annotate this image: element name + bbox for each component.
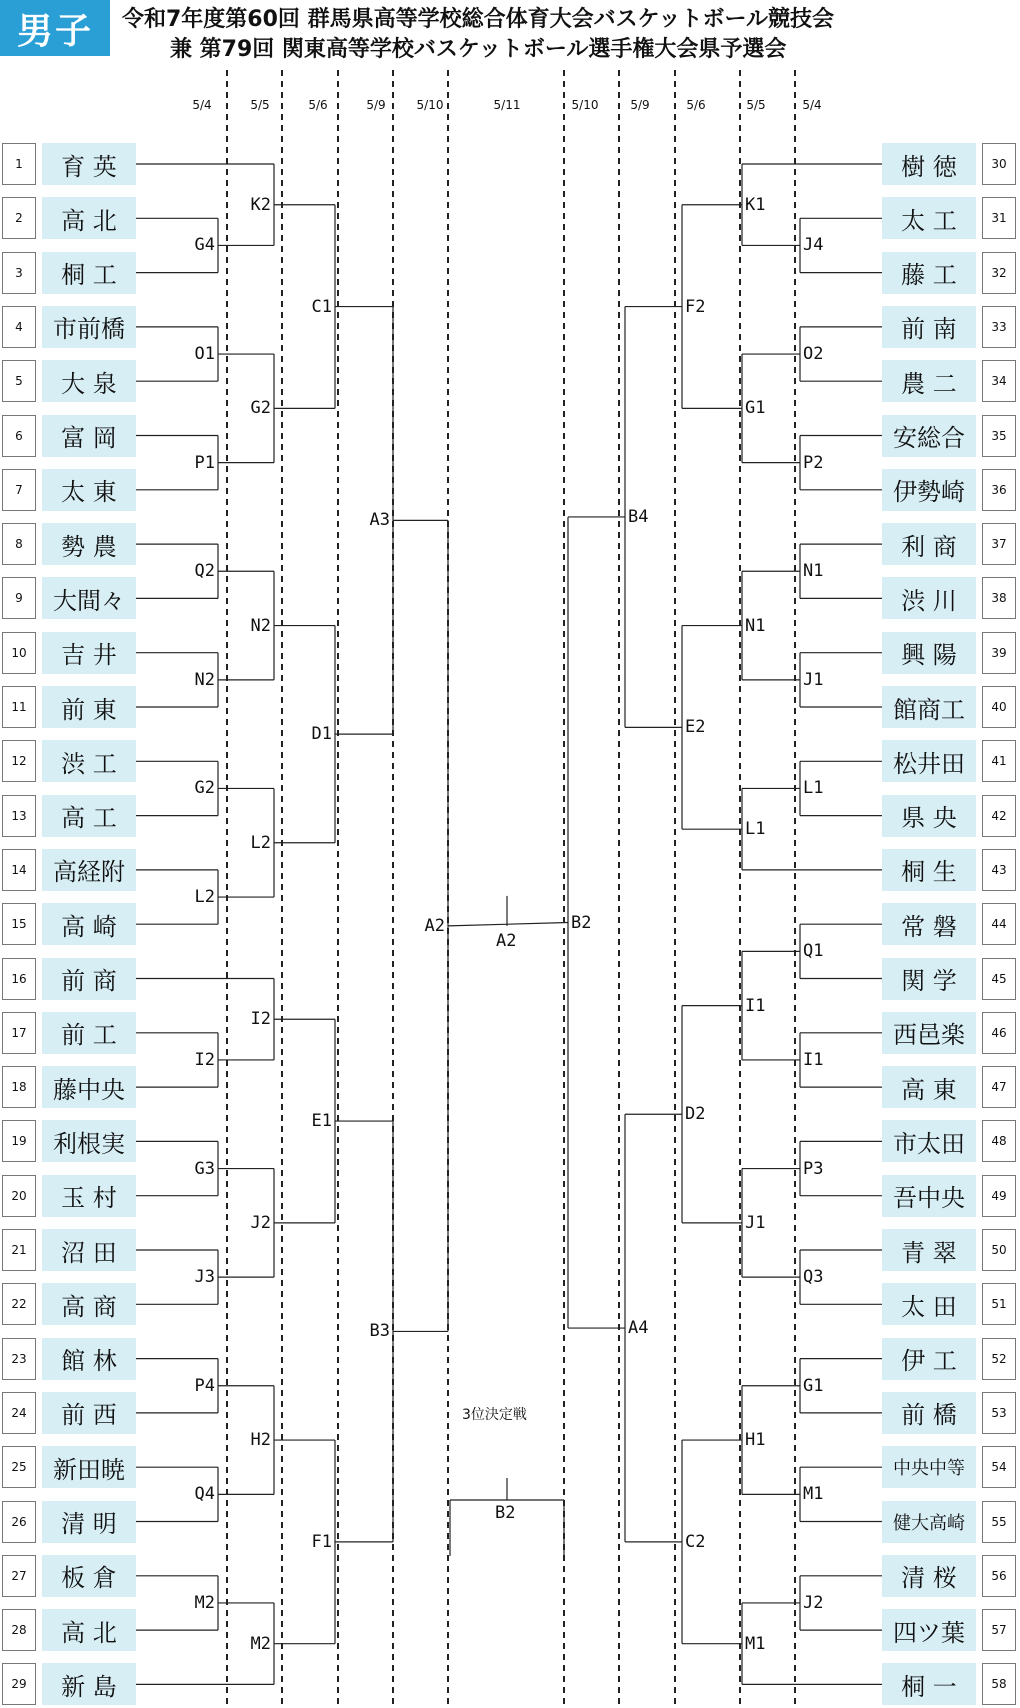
team-number: 14 <box>2 849 36 891</box>
team-number: 48 <box>982 1120 1016 1162</box>
team-number: 35 <box>982 415 1016 457</box>
team-number: 4 <box>2 306 36 348</box>
team-number: 31 <box>982 197 1016 239</box>
match-code: B2 <box>571 912 592 933</box>
team-number: 39 <box>982 632 1016 674</box>
team-name: 前 工 <box>42 1012 136 1054</box>
team-name: 渋 工 <box>42 740 136 782</box>
team-number: 11 <box>2 686 36 728</box>
date-header: 5/10 <box>571 98 599 112</box>
team-name: 太 東 <box>42 469 136 511</box>
match-code: A2 <box>424 915 445 936</box>
match-code: E2 <box>685 717 706 738</box>
team-number: 36 <box>982 469 1016 511</box>
match-code: O2 <box>803 344 824 365</box>
team-name: 藤中央 <box>42 1066 136 1108</box>
match-code: N1 <box>745 615 766 636</box>
match-code: H2 <box>250 1430 271 1451</box>
match-code: G4 <box>194 235 215 256</box>
match-code: N1 <box>803 561 824 582</box>
team-name: 伊勢崎 <box>882 469 976 511</box>
match-code: B3 <box>369 1321 390 1342</box>
team-number: 42 <box>982 795 1016 837</box>
match-code: M2 <box>194 1592 215 1613</box>
team-number: 54 <box>982 1446 1016 1488</box>
team-number: 9 <box>2 577 36 619</box>
match-code: J2 <box>250 1212 271 1233</box>
team-name: 太 工 <box>882 197 976 239</box>
match-code: P3 <box>803 1158 824 1179</box>
match-code: E1 <box>311 1111 332 1132</box>
team-number: 8 <box>2 523 36 565</box>
team-number: 49 <box>982 1175 1016 1217</box>
match-code: K1 <box>745 194 766 215</box>
tournament-subtitle: 兼 第79回 関東高等学校バスケットボール選手権大会県予選会 <box>170 37 787 62</box>
team-number: 34 <box>982 360 1016 402</box>
team-number: 33 <box>982 306 1016 348</box>
team-name: 大間々 <box>42 577 136 619</box>
match-code: J1 <box>803 669 824 690</box>
date-header: 5/6 <box>308 98 328 112</box>
team-name: 吾中央 <box>882 1175 976 1217</box>
team-number: 6 <box>2 415 36 457</box>
match-code: C2 <box>685 1531 706 1552</box>
match-code: J2 <box>803 1592 824 1613</box>
team-name: 勢 農 <box>42 523 136 565</box>
team-name: 玉 村 <box>42 1175 136 1217</box>
team-number: 18 <box>2 1066 36 1108</box>
date-header: 5/4 <box>192 98 212 112</box>
team-name: 利根実 <box>42 1120 136 1162</box>
team-number: 53 <box>982 1392 1016 1434</box>
match-code: L2 <box>194 887 215 908</box>
team-name: 館 林 <box>42 1338 136 1380</box>
team-name: 大 泉 <box>42 360 136 402</box>
date-header: 5/5 <box>250 98 270 112</box>
team-name: 関 学 <box>882 958 976 1000</box>
date-header: 5/6 <box>686 98 706 112</box>
match-code: Q4 <box>194 1484 215 1505</box>
match-code: M2 <box>250 1633 271 1654</box>
team-name: 清 桜 <box>882 1555 976 1597</box>
team-name: 市前橋 <box>42 306 136 348</box>
team-name: 松井田 <box>882 740 976 782</box>
match-code: H1 <box>745 1430 766 1451</box>
team-name: 高 東 <box>882 1066 976 1108</box>
match-code: J1 <box>745 1212 766 1233</box>
date-header: 5/9 <box>366 98 386 112</box>
team-name: 市太田 <box>882 1120 976 1162</box>
team-number: 3 <box>2 252 36 294</box>
team-name: 前 西 <box>42 1392 136 1434</box>
team-number: 41 <box>982 740 1016 782</box>
team-number: 52 <box>982 1338 1016 1380</box>
final-code: A2 <box>496 930 517 951</box>
boys-badge: 男子 <box>0 0 110 56</box>
third-place-label: 3位決定戦 <box>462 1407 527 1423</box>
team-number: 58 <box>982 1663 1016 1705</box>
match-code: D1 <box>311 724 332 745</box>
team-number: 38 <box>982 577 1016 619</box>
team-name: 藤 工 <box>882 252 976 294</box>
date-header: 5/5 <box>746 98 766 112</box>
match-code: G2 <box>250 398 271 419</box>
match-code: L2 <box>250 832 271 853</box>
match-code: F1 <box>311 1531 332 1552</box>
team-name: 前 東 <box>42 686 136 728</box>
team-name: 高 崎 <box>42 903 136 945</box>
team-number: 16 <box>2 958 36 1000</box>
match-code: L1 <box>745 819 766 840</box>
final-line <box>448 923 568 926</box>
team-number: 15 <box>2 903 36 945</box>
team-name: 安総合 <box>882 415 976 457</box>
match-code: D2 <box>685 1104 706 1125</box>
team-name: 太 田 <box>882 1283 976 1325</box>
match-code: J4 <box>803 235 824 256</box>
team-name: 利 商 <box>882 523 976 565</box>
team-number: 26 <box>2 1501 36 1543</box>
date-header: 5/11 <box>493 98 521 112</box>
team-name: 県 央 <box>882 795 976 837</box>
team-number: 1 <box>2 143 36 185</box>
team-name: 青 翠 <box>882 1229 976 1271</box>
match-code: M1 <box>803 1484 824 1505</box>
team-number: 46 <box>982 1012 1016 1054</box>
team-name: 桐 工 <box>42 252 136 294</box>
team-name: 中央中等 <box>882 1446 976 1488</box>
match-code: I1 <box>803 1049 824 1070</box>
team-name: 育 英 <box>42 143 136 185</box>
team-number: 29 <box>2 1663 36 1705</box>
team-name: 前 南 <box>882 306 976 348</box>
team-number: 7 <box>2 469 36 511</box>
team-number: 12 <box>2 740 36 782</box>
team-number: 30 <box>982 143 1016 185</box>
tournament-title: 令和7年度第60回 群馬県高等学校総合体育大会バスケットボール競技会 <box>122 7 835 32</box>
team-number: 50 <box>982 1229 1016 1271</box>
date-header: 5/4 <box>802 98 822 112</box>
team-name: 興 陽 <box>882 632 976 674</box>
team-number: 25 <box>2 1446 36 1488</box>
team-number: 32 <box>982 252 1016 294</box>
match-code: J3 <box>194 1267 215 1288</box>
match-code: I2 <box>194 1049 215 1070</box>
team-name: 新 島 <box>42 1663 136 1705</box>
team-name: 前 橋 <box>882 1392 976 1434</box>
team-name: 桐 生 <box>882 849 976 891</box>
team-number: 17 <box>2 1012 36 1054</box>
team-name: 高 北 <box>42 197 136 239</box>
team-name: 板 倉 <box>42 1555 136 1597</box>
match-code: A3 <box>369 510 390 531</box>
team-name: 吉 井 <box>42 632 136 674</box>
team-name: 前 商 <box>42 958 136 1000</box>
team-number: 22 <box>2 1283 36 1325</box>
match-code: F2 <box>685 296 706 317</box>
match-code: I2 <box>250 1009 271 1030</box>
team-name: 農 二 <box>882 360 976 402</box>
third-place-code: B2 <box>495 1503 516 1523</box>
match-code: Q2 <box>194 561 215 582</box>
match-code: G1 <box>803 1375 824 1396</box>
team-number: 20 <box>2 1175 36 1217</box>
team-name: 館商工 <box>882 686 976 728</box>
team-number: 28 <box>2 1609 36 1651</box>
match-code: A4 <box>628 1318 649 1339</box>
team-number: 45 <box>982 958 1016 1000</box>
team-number: 55 <box>982 1501 1016 1543</box>
match-code: L1 <box>803 778 824 799</box>
match-code: Q1 <box>803 941 824 962</box>
team-number: 27 <box>2 1555 36 1597</box>
team-number: 47 <box>982 1066 1016 1108</box>
team-number: 44 <box>982 903 1016 945</box>
team-name: 清 明 <box>42 1501 136 1543</box>
date-header: 5/9 <box>630 98 650 112</box>
team-number: 43 <box>982 849 1016 891</box>
team-name: 西邑楽 <box>882 1012 976 1054</box>
team-number: 24 <box>2 1392 36 1434</box>
date-header: 5/10 <box>416 98 444 112</box>
team-name: 伊 工 <box>882 1338 976 1380</box>
team-number: 2 <box>2 197 36 239</box>
team-number: 57 <box>982 1609 1016 1651</box>
team-name: 四ツ葉 <box>882 1609 976 1651</box>
match-code: P2 <box>803 452 824 473</box>
team-name: 高 工 <box>42 795 136 837</box>
team-name: 新田暁 <box>42 1446 136 1488</box>
team-name: 高 北 <box>42 1609 136 1651</box>
team-number: 13 <box>2 795 36 837</box>
team-name: 樹 徳 <box>882 143 976 185</box>
team-name: 渋 川 <box>882 577 976 619</box>
team-name: 健大高崎 <box>882 1501 976 1543</box>
team-number: 10 <box>2 632 36 674</box>
match-code: I1 <box>745 995 766 1016</box>
match-code: Q3 <box>803 1267 824 1288</box>
match-code: P4 <box>194 1375 215 1396</box>
team-number: 40 <box>982 686 1016 728</box>
match-code: G3 <box>194 1158 215 1179</box>
team-number: 21 <box>2 1229 36 1271</box>
match-code: G2 <box>194 778 215 799</box>
match-code: K2 <box>250 194 271 215</box>
team-name: 桐 一 <box>882 1663 976 1705</box>
match-code: M1 <box>745 1633 766 1654</box>
team-number: 19 <box>2 1120 36 1162</box>
team-name: 高経附 <box>42 849 136 891</box>
team-number: 56 <box>982 1555 1016 1597</box>
match-code: G1 <box>745 398 766 419</box>
team-name: 高 商 <box>42 1283 136 1325</box>
team-name: 常 磐 <box>882 903 976 945</box>
team-number: 5 <box>2 360 36 402</box>
match-code: N2 <box>250 615 271 636</box>
match-code: P1 <box>194 452 215 473</box>
match-code: N2 <box>194 669 215 690</box>
match-code: B4 <box>628 506 649 527</box>
team-number: 37 <box>982 523 1016 565</box>
match-code: O1 <box>194 344 215 365</box>
team-number: 23 <box>2 1338 36 1380</box>
team-name: 沼 田 <box>42 1229 136 1271</box>
team-name: 富 岡 <box>42 415 136 457</box>
team-number: 51 <box>982 1283 1016 1325</box>
match-code: C1 <box>311 296 332 317</box>
